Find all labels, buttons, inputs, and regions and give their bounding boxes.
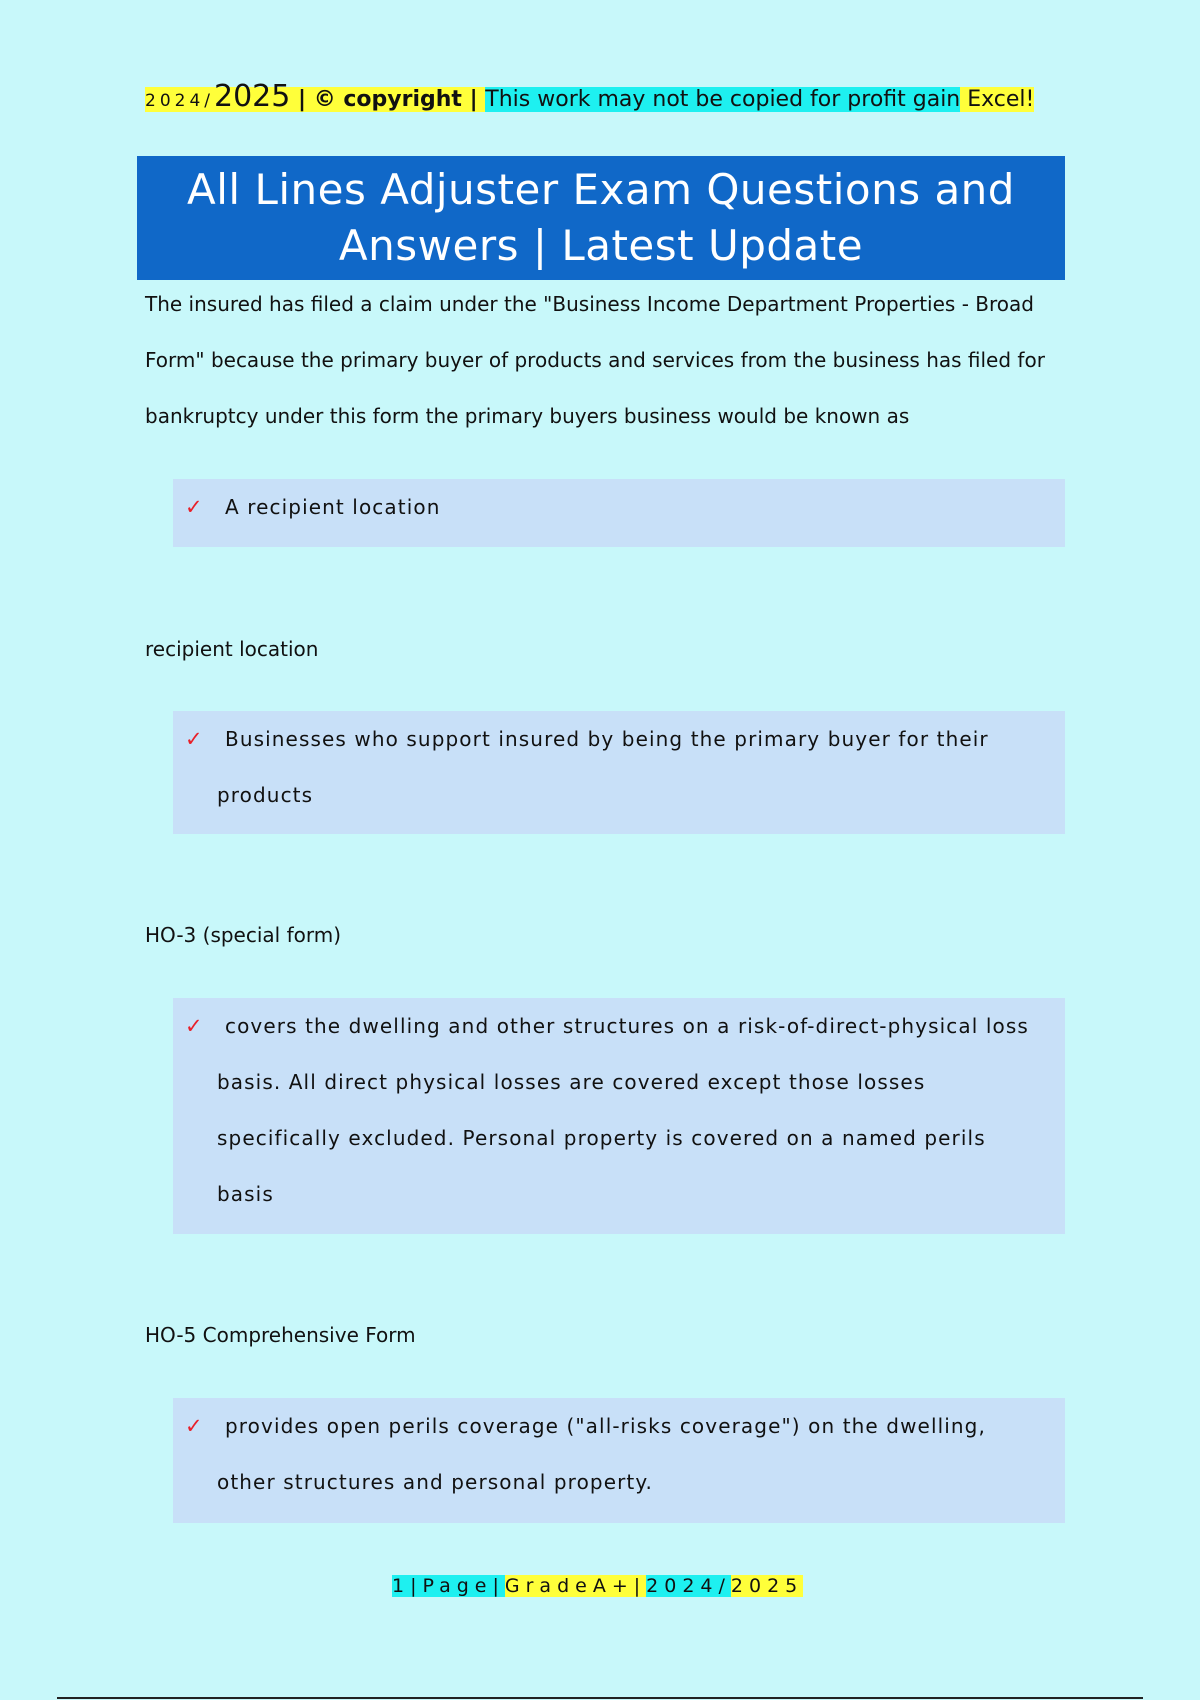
answer-2-text — [217, 711, 1052, 823]
answer-4-line-2: other structures and personal property. — [217, 1470, 653, 1494]
header-copyright-label: | © copyright | — [290, 87, 486, 112]
bottom-divider — [57, 1697, 1143, 1699]
header-year-highlight — [145, 79, 486, 114]
answer-2-box — [173, 711, 1065, 834]
question-2 — [145, 621, 318, 677]
header-year-prefix: 2024/ — [145, 91, 214, 111]
answer-3-line-4: basis — [217, 1182, 274, 1206]
page-footer — [392, 1572, 803, 1600]
answer-2-line-2: products — [217, 783, 314, 807]
answer-4-line-1: provides open perils coverage ("all-risks coverage") on the dwelling, — [225, 1414, 986, 1438]
footer-page-number: 1|Page| — [392, 1575, 505, 1597]
header-year-suffix: 2025 — [214, 79, 291, 114]
question-2-line-1: recipient location — [145, 637, 319, 661]
question-3 — [145, 907, 341, 963]
question-3-line-1: HO-3 (special form) — [145, 923, 342, 947]
header-excel-label: Excel! — [960, 87, 1035, 112]
answer-1-box — [173, 479, 1065, 547]
answer-4-box — [173, 1398, 1065, 1523]
answer-3-box — [173, 998, 1065, 1234]
answer-3-text — [217, 998, 1052, 1222]
answer-1-line-1: A recipient location — [225, 495, 441, 519]
check-icon: ✓ — [185, 727, 203, 751]
answer-1-text — [217, 479, 1052, 535]
title-banner — [137, 156, 1065, 280]
check-icon: ✓ — [185, 495, 203, 519]
answer-4-text — [217, 1398, 1052, 1510]
footer-year-start: 2024/ — [646, 1575, 731, 1597]
answer-2-line-1: Businesses who support insured by being the primary buyer for their — [225, 727, 989, 751]
question-4 — [145, 1307, 416, 1363]
check-icon: ✓ — [185, 1414, 203, 1438]
footer-grade: GradeA+| — [504, 1575, 647, 1597]
question-1-line-3: bankruptcy under this form the primary buyers business would be known as — [145, 404, 910, 428]
copyright-header — [145, 78, 1034, 120]
title-line-1: All Lines Adjuster Exam Questions and — [187, 165, 1015, 214]
answer-3-line-3: specifically excluded. Personal property is covered on a named perils — [217, 1126, 986, 1150]
answer-3-line-2: basis. All direct physical losses are covered except those losses — [217, 1070, 926, 1094]
question-1-line-1: The insured has filed a claim under the "Business Income Department Properties - Broad — [145, 292, 1034, 316]
answer-3-line-1: covers the dwelling and other structures on a risk-of-direct-physical loss — [225, 1014, 1029, 1038]
question-4-line-1: HO-5 Comprehensive Form — [145, 1323, 416, 1347]
check-icon: ✓ — [185, 1014, 203, 1038]
header-notice: This work may not be copied for profit gain — [485, 87, 961, 112]
title-line-2: Answers | Latest Update — [338, 221, 864, 270]
question-1-line-2: Form" because the primary buyer of products and services from the business has filed for — [145, 348, 1045, 372]
footer-year-end: 2025 — [730, 1575, 804, 1597]
question-1 — [145, 276, 1045, 444]
